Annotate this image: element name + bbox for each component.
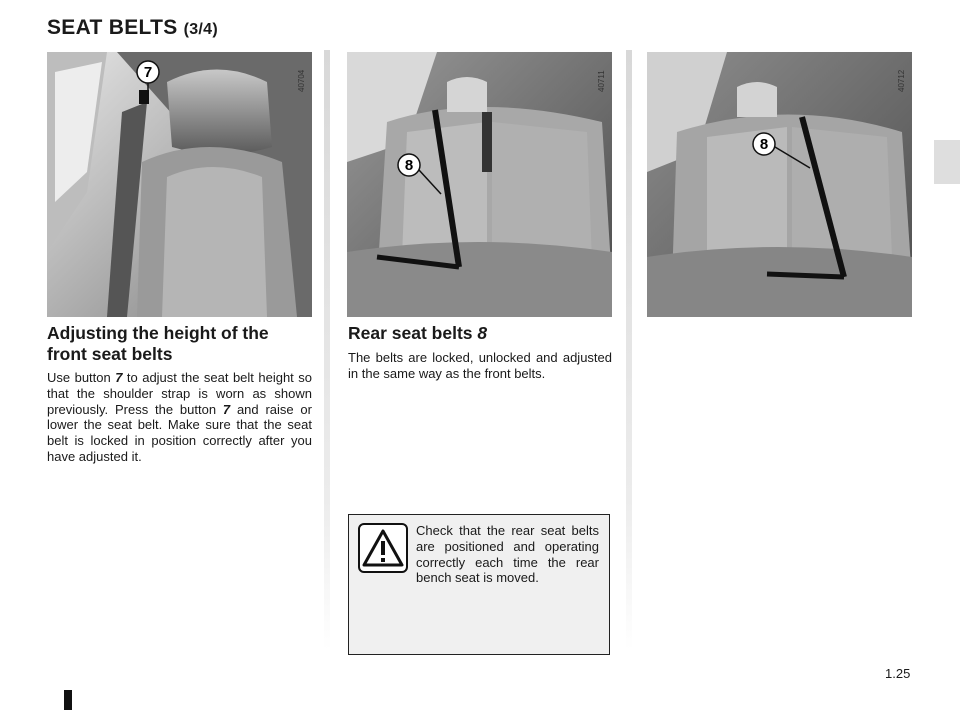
section-body: The belts are locked, unlocked and adjusted in the same way as the front belts.: [348, 350, 612, 381]
figure-reference: 40712: [897, 69, 906, 92]
corner-mark: [64, 690, 72, 710]
front-seat-photo: [47, 52, 312, 317]
callout-8: [393, 150, 453, 200]
page-number: 1.25: [885, 666, 911, 681]
figure-reference: 40711: [597, 70, 606, 92]
page-title-part: (3/4): [183, 21, 218, 38]
callout-label: 8: [404, 157, 414, 174]
page-title-text: SEAT BELTS: [47, 16, 178, 39]
callout-label: 7: [143, 64, 153, 81]
button-ref: 7: [115, 370, 123, 385]
warning-text: Check that the rear seat belts are positioned and operating correctly each time the rear bench seat is moved.: [416, 523, 599, 586]
warning-box: [348, 514, 610, 655]
rear-seat-photo-alt: [647, 52, 912, 317]
section-heading: [348, 323, 613, 344]
callout-7: [133, 60, 163, 105]
warning-triangle-icon: [358, 523, 408, 573]
chapter-tab: [934, 140, 960, 184]
column-divider: [324, 50, 330, 650]
callout-8: [748, 130, 818, 175]
heading-number: 8: [477, 323, 488, 343]
page-title: [47, 16, 218, 40]
callout-label: 8: [759, 136, 769, 153]
body-text: to adjust the seat belt height so that the shoulder strap is worn as shown previously. Press the button: [47, 370, 312, 417]
button-ref: 7: [222, 401, 231, 417]
rear-seat-photo: [347, 52, 612, 317]
heading-text: Rear seat belts: [348, 323, 478, 343]
section-heading: Adjusting the height of the front seat belts: [47, 323, 269, 364]
body-text: and raise or lower the seat belt. Make sure that the seat belt is locked in position correctly after you have adjusted it.: [47, 401, 312, 464]
section-body: [47, 370, 312, 465]
column-divider: [626, 50, 632, 650]
body-text: Use button: [47, 370, 116, 385]
figure-reference: 40704: [297, 69, 306, 92]
